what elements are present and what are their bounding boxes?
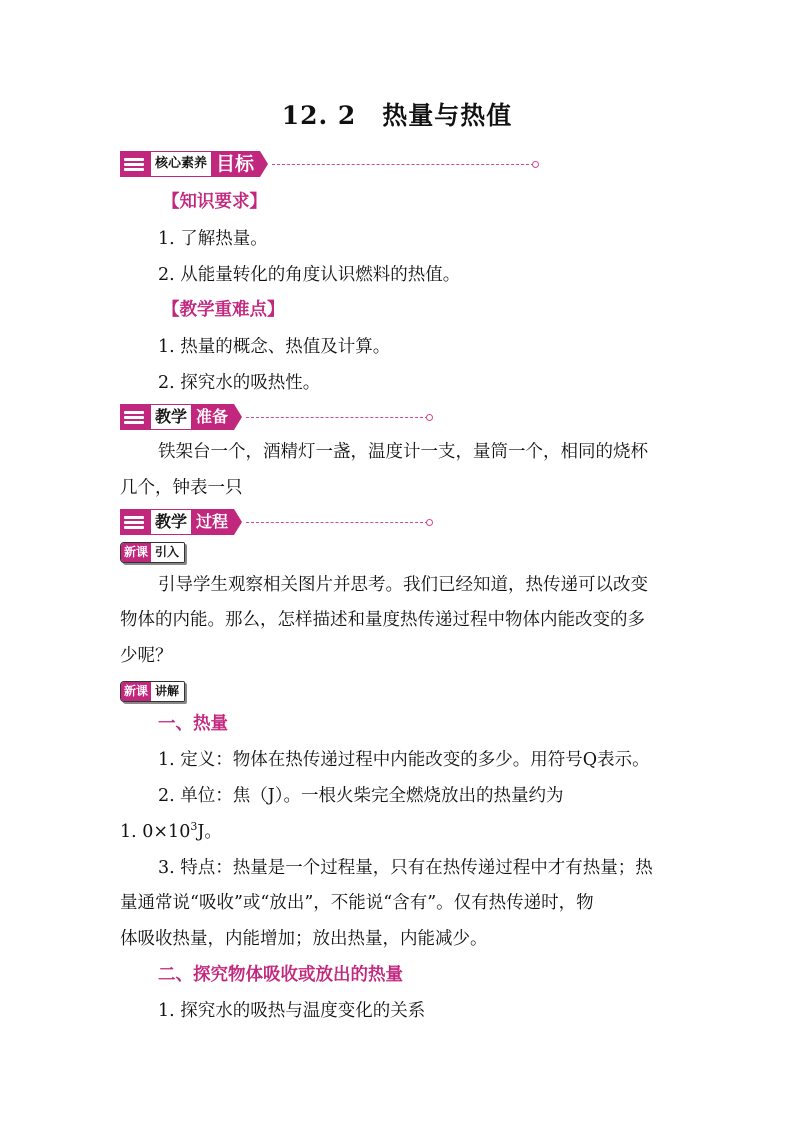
- tag-right: 讲解: [151, 682, 184, 701]
- book-icon: [120, 509, 150, 535]
- banner-label-right: 过程: [192, 509, 234, 535]
- lecture-text: 1. 探究水的吸热与温度变化的关系: [158, 1001, 426, 1021]
- tag-right: 引入: [151, 543, 184, 562]
- key-point-item: 1. 热量的概念、热值及计算。: [158, 337, 391, 357]
- lecture-text: 2. 单位：焦（J）。一根火柴完全燃烧放出的热量约为: [158, 786, 564, 806]
- intro-text: 引导学生观察相关图片并思考。我们已经知道，热传递可以改变: [158, 575, 648, 595]
- lecture-text: 1. 定义：物体在热传递过程中内能改变的多少。用符号Q表示。: [158, 750, 650, 770]
- value-unit: J。: [197, 822, 222, 842]
- book-icon: [120, 404, 150, 430]
- tag-left: 新课: [121, 543, 151, 562]
- dashed-divider: [272, 164, 534, 165]
- banner-label-right: 目标: [212, 151, 260, 177]
- lecture-text: 3. 特点：热量是一个过程量，只有在热传递过程中才有热量；热: [158, 858, 653, 878]
- prep-text: 铁架台一个，酒精灯一盏，温度计一支，量筒一个，相同的烧杯: [158, 442, 648, 462]
- section-banner-goals: [120, 151, 534, 177]
- banner-label-left: 教学: [150, 509, 192, 535]
- lecture-text: 体吸收热量，内能增加；放出热量，内能减少。: [120, 929, 488, 949]
- knowledge-heading: 【知识要求】: [162, 192, 267, 212]
- book-icon: [120, 151, 150, 177]
- key-points-heading: 【教学重难点】: [162, 300, 285, 320]
- banner-label-right: 准备: [192, 404, 234, 430]
- banner-label-left: 教学: [150, 404, 192, 430]
- intro-text: 少呢？: [120, 646, 173, 666]
- dashed-divider: [246, 522, 428, 523]
- value-exponent: 3: [190, 820, 198, 834]
- tag-intro: [120, 542, 185, 563]
- section-banner-process: [120, 509, 428, 535]
- intro-text: 物体的内能。那么，怎样描述和量度热传递过程中物体内能改变的多: [120, 610, 645, 630]
- prep-text: 几个，钟表一只: [120, 478, 243, 498]
- dashed-divider: [246, 417, 428, 418]
- tag-lecture: [120, 681, 185, 702]
- tag-left: 新课: [121, 682, 151, 701]
- page-title: 12. 2 热量与热值: [281, 101, 513, 130]
- lecture-value: [120, 820, 222, 844]
- value-mantissa: 1. 0×10: [120, 822, 191, 842]
- lecture-text: 量通常说“吸收”或“放出”，不能说“含有”。仅有热传递时，物: [120, 893, 594, 913]
- section-banner-prep: [120, 404, 428, 430]
- knowledge-item: 1. 了解热量。: [158, 229, 268, 249]
- section-heading-heat: 一、热量: [158, 714, 228, 734]
- section-heading-explore: 二、探究物体吸收或放出的热量: [158, 965, 403, 985]
- knowledge-item: 2. 从能量转化的角度认识燃料的热值。: [158, 265, 461, 285]
- banner-label-left: 核心素养: [150, 151, 212, 177]
- key-point-item: 2. 探究水的吸热性。: [158, 373, 321, 393]
